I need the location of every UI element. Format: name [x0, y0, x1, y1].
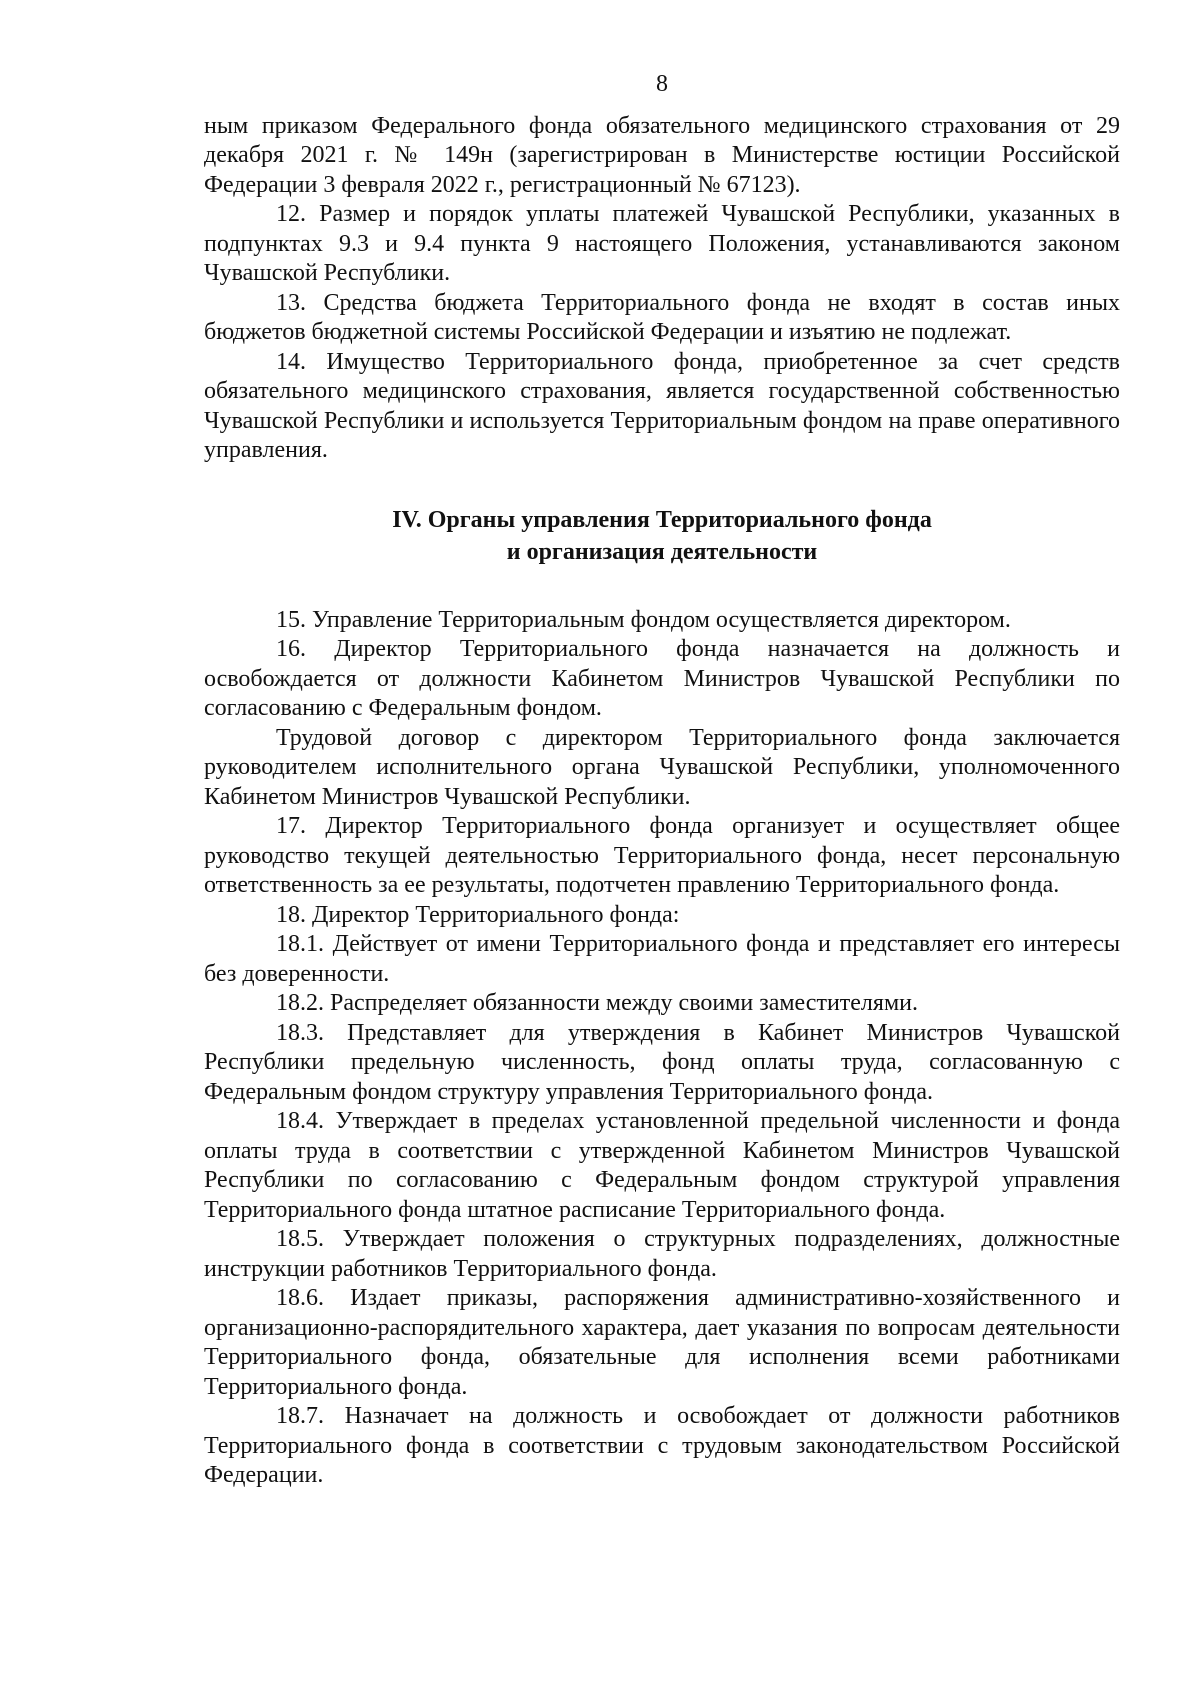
- paragraph-16-contract: Трудовой договор с директором Территориального фонда заключается руководителем исполнительного органа Чувашской Республики, уполномоченного Кабинетом Министров Чувашской Республики.: [204, 724, 1120, 810]
- paragraph-18-2: 18.2. Распределяет обязанности между своими заместителями.: [276, 990, 918, 1016]
- section-heading: [204, 504, 1120, 568]
- document-page: [204, 70, 1120, 1491]
- paragraph-12: 12. Размер и порядок уплаты платежей Чувашской Республики, указанных в подпунктах 9.3 и 9.4 пункта 9 настоящего Положения, устанавливаются законом Чувашской Республики.: [204, 201, 1120, 286]
- paragraph-14: 14. Имущество Территориального фонда, приобретенное за счет средств обязательного медицинского страхования, является государственной собственностью Чувашской Республики и используется Территориальным фондом на праве оперативного управления.: [204, 348, 1120, 463]
- paragraph-18-3: 18.3. Представляет для утверждения в Кабинет Министров Чувашской Республики предельную численность, фонд оплаты труда, согласованную с Федеральным фондом структуру управления Территориального фонда.: [204, 1019, 1120, 1105]
- paragraph-18-6: 18.6. Издает приказы, распоряжения административно-хозяйственного и организационно-распорядительного характера, дает указания по вопросам деятельности Территориального фонда, обязательные для исполнения всеми работниками Территориального фонда.: [204, 1285, 1120, 1400]
- paragraph-18-7: 18.7. Назначает на должность и освобождает от должности работников Территориального фонда в соответствии с трудовым законодательством Российской Федерации.: [204, 1403, 1120, 1488]
- section-heading-line-1: IV. Органы управления Территориального фонда: [392, 506, 932, 533]
- paragraph-18: 18. Директор Территориального фонда:: [276, 901, 680, 928]
- paragraph-18-5: 18.5. Утверждает положения о структурных подразделениях, должностные инструкции работников Территориального фонда.: [204, 1226, 1120, 1282]
- page-number: 8: [656, 71, 668, 97]
- paragraph-18-1: 18.1. Действует от имени Территориального фонда и представляет его интересы без доверенности.: [204, 931, 1120, 987]
- paragraph-continuation: ным приказом Федерального фонда обязательного медицинского страхования от 29 декабря 2021 г. № 149н (зарегистрирован в Министерстве юстиции Российской Федерации 3 февраля 2022 г., регистрационный № 67123).: [204, 112, 1120, 198]
- paragraph-15: 15. Управление Территориальным фондом осуществляется директором.: [276, 606, 1011, 633]
- paragraph-13: 13. Средства бюджета Территориального фонда не входят в состав иных бюджетов бюджетной системы Российской Федерации и изъятию не подлежат.: [204, 289, 1120, 345]
- section-heading-line-2: и организация деятельности: [506, 538, 818, 565]
- paragraph-18-4: 18.4. Утверждает в пределах установленной предельной численности и фонда оплаты труда в соответствии с утвержденной Кабинетом Министров Чувашской Республики по согласованию с Федеральным фондом структурой управления Территориального фонда штатное расписание Территориального фонда.: [204, 1108, 1120, 1223]
- paragraph-17: 17. Директор Территориального фонда организует и осуществляет общее руководство текущей деятельностью Территориального фонда, несет персональную ответственность за ее результаты, подотчетен правлению Территориального фонда.: [204, 813, 1120, 898]
- paragraph-16: 16. Директор Территориального фонда назначается на должность и освобождается от должности Кабинетом Министров Чувашской Республики по согласованию с Федеральным фондом.: [204, 636, 1120, 721]
